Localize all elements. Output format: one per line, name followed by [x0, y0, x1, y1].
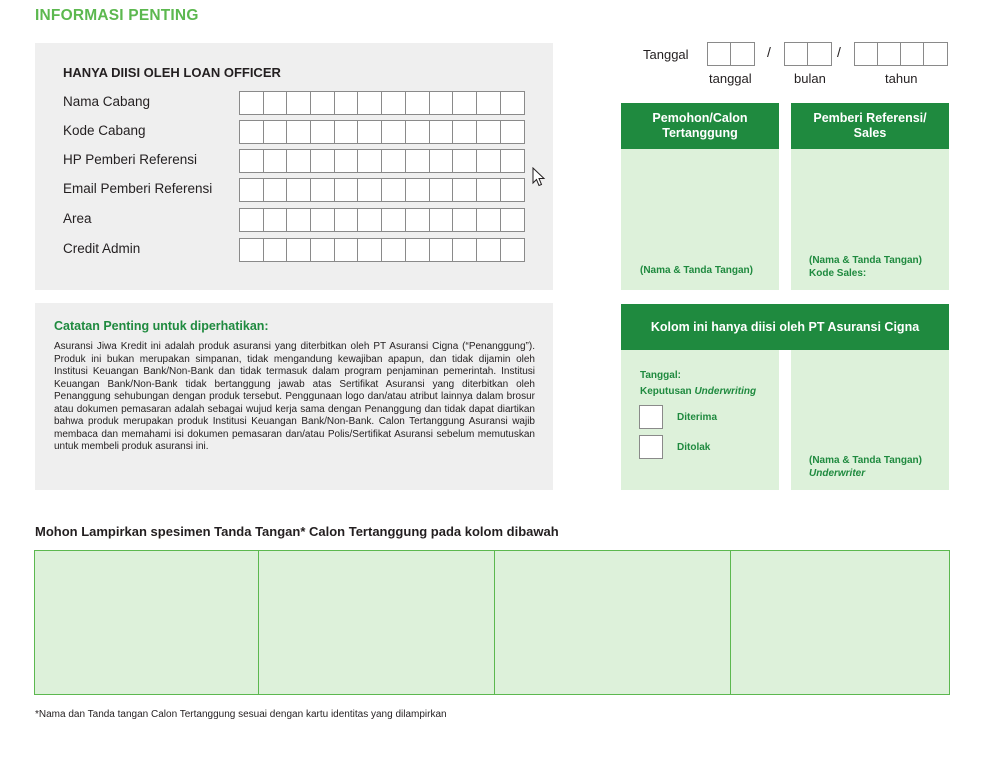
rejected-label: Ditolak	[677, 442, 711, 453]
cigna-date-label: Tanggal:	[640, 370, 681, 381]
hp-pemberi-referensi-input[interactable]	[239, 149, 525, 173]
applicant-caption: (Nama & Tanda Tangan)	[640, 265, 753, 276]
notes-panel	[35, 303, 553, 490]
field-label: Nama Cabang	[63, 94, 151, 109]
kode-cabang-input[interactable]	[239, 120, 525, 144]
signature-specimen-cell[interactable]	[259, 551, 495, 694]
accepted-label: Diterima	[677, 412, 718, 423]
field-row-credit-admin	[63, 238, 533, 262]
nama-cabang-input[interactable]	[239, 91, 525, 115]
date-month-label: bulan	[794, 71, 826, 86]
field-label: Credit Admin	[63, 241, 141, 256]
field-row-kode-cabang	[63, 120, 533, 144]
cigna-header: Kolom ini hanya diisi oleh PT Asuransi Cigna	[621, 304, 949, 350]
date-separator: /	[837, 44, 841, 60]
field-label: Email Pemberi Referensi	[63, 181, 213, 196]
signature-specimen-cell[interactable]	[495, 551, 731, 694]
field-label: Kode Cabang	[63, 123, 146, 138]
credit-admin-input[interactable]	[239, 238, 525, 262]
page-title: INFORMASI PENTING	[35, 7, 199, 24]
sales-code-label: Kode Sales:	[809, 268, 867, 279]
date-year-input[interactable]	[854, 42, 948, 66]
email-pemberi-referensi-input[interactable]	[239, 178, 525, 202]
mouse-cursor-icon	[532, 167, 546, 188]
applicant-header: Pemohon/Calon Tertanggung	[621, 103, 779, 149]
attachment-footnote: *Nama dan Tanda tangan Calon Tertanggung sesuai dengan kartu identitas yang dilampirkan	[35, 709, 447, 720]
signature-specimen-cell[interactable]	[731, 551, 949, 694]
referrer-header: Pemberi Referensi/ Sales	[791, 103, 949, 149]
date-label: Tanggal	[643, 47, 689, 62]
decision-label: Keputusan	[640, 386, 692, 397]
notes-title: Catatan Penting untuk diperhatikan:	[54, 319, 269, 333]
area-input[interactable]	[239, 208, 525, 232]
loan-officer-heading: HANYA DIISI OLEH LOAN OFFICER	[63, 65, 281, 80]
field-row-nama-cabang	[63, 91, 533, 115]
loan-officer-panel	[35, 43, 553, 290]
accepted-checkbox[interactable]	[639, 405, 663, 429]
referrer-caption: (Nama & Tanda Tangan)	[809, 255, 922, 266]
date-separator: /	[767, 44, 771, 60]
field-row-email-pemberi-referensi	[63, 178, 533, 202]
date-day-label: tanggal	[709, 71, 752, 86]
field-label: HP Pemberi Referensi	[63, 152, 198, 167]
attachment-title: Mohon Lampirkan spesimen Tanda Tangan* Calon Tertanggung pada kolom dibawah	[35, 524, 559, 539]
date-day-input[interactable]	[707, 42, 755, 66]
date-month-input[interactable]	[784, 42, 832, 66]
underwriting-decision-label	[640, 385, 756, 398]
signature-specimen-grid	[34, 550, 950, 695]
underwriter-caption: (Nama & Tanda Tangan)	[809, 455, 922, 466]
field-row-hp-pemberi-referensi	[63, 149, 533, 173]
signature-specimen-cell[interactable]	[35, 551, 259, 694]
underwriter-role: Underwriter	[809, 468, 866, 479]
decision-italic: Underwriting	[694, 386, 757, 397]
date-year-label: tahun	[885, 71, 918, 86]
rejected-checkbox[interactable]	[639, 435, 663, 459]
field-label: Area	[63, 211, 92, 226]
notes-text: Asuransi Jiwa Kredit ini adalah produk asuransi yang diterbitkan oleh PT Asuransi Cigna (“Penanggung”). Produk ini bukan merupakan simpanan, tidak mengandung kewajiban apapun, dan tidak dijamin oleh Institusi Keuangan Bank/Non-Bank dan tidak termasuk dalam program penjaminan pemerintah. Institusi Keuangan Bank/Non-Bank tidak bertanggung jawab atas Sertifikat Asuransi yang diterbitkan oleh Penanggung sehubungan dengan produk tersebut. Penggunaan logo dan/atau atribut lainnya dalam brosur atau dokumen pemasaran adalah sebagai wujud kerja sama dengan Penanggung dan tidak dapat diartikan bahwa produk merupakan produk Institusi Keuangan Bank/Non-Bank. Calon Tertanggung Asuransi wajib membaca dan memahami isi dokumen pemasaran dan/atau Polis/Sertifikat Asuransi sebelum memutuskan untuk membeli produk asuransi ini.	[54, 341, 535, 452]
field-row-area	[63, 208, 533, 232]
